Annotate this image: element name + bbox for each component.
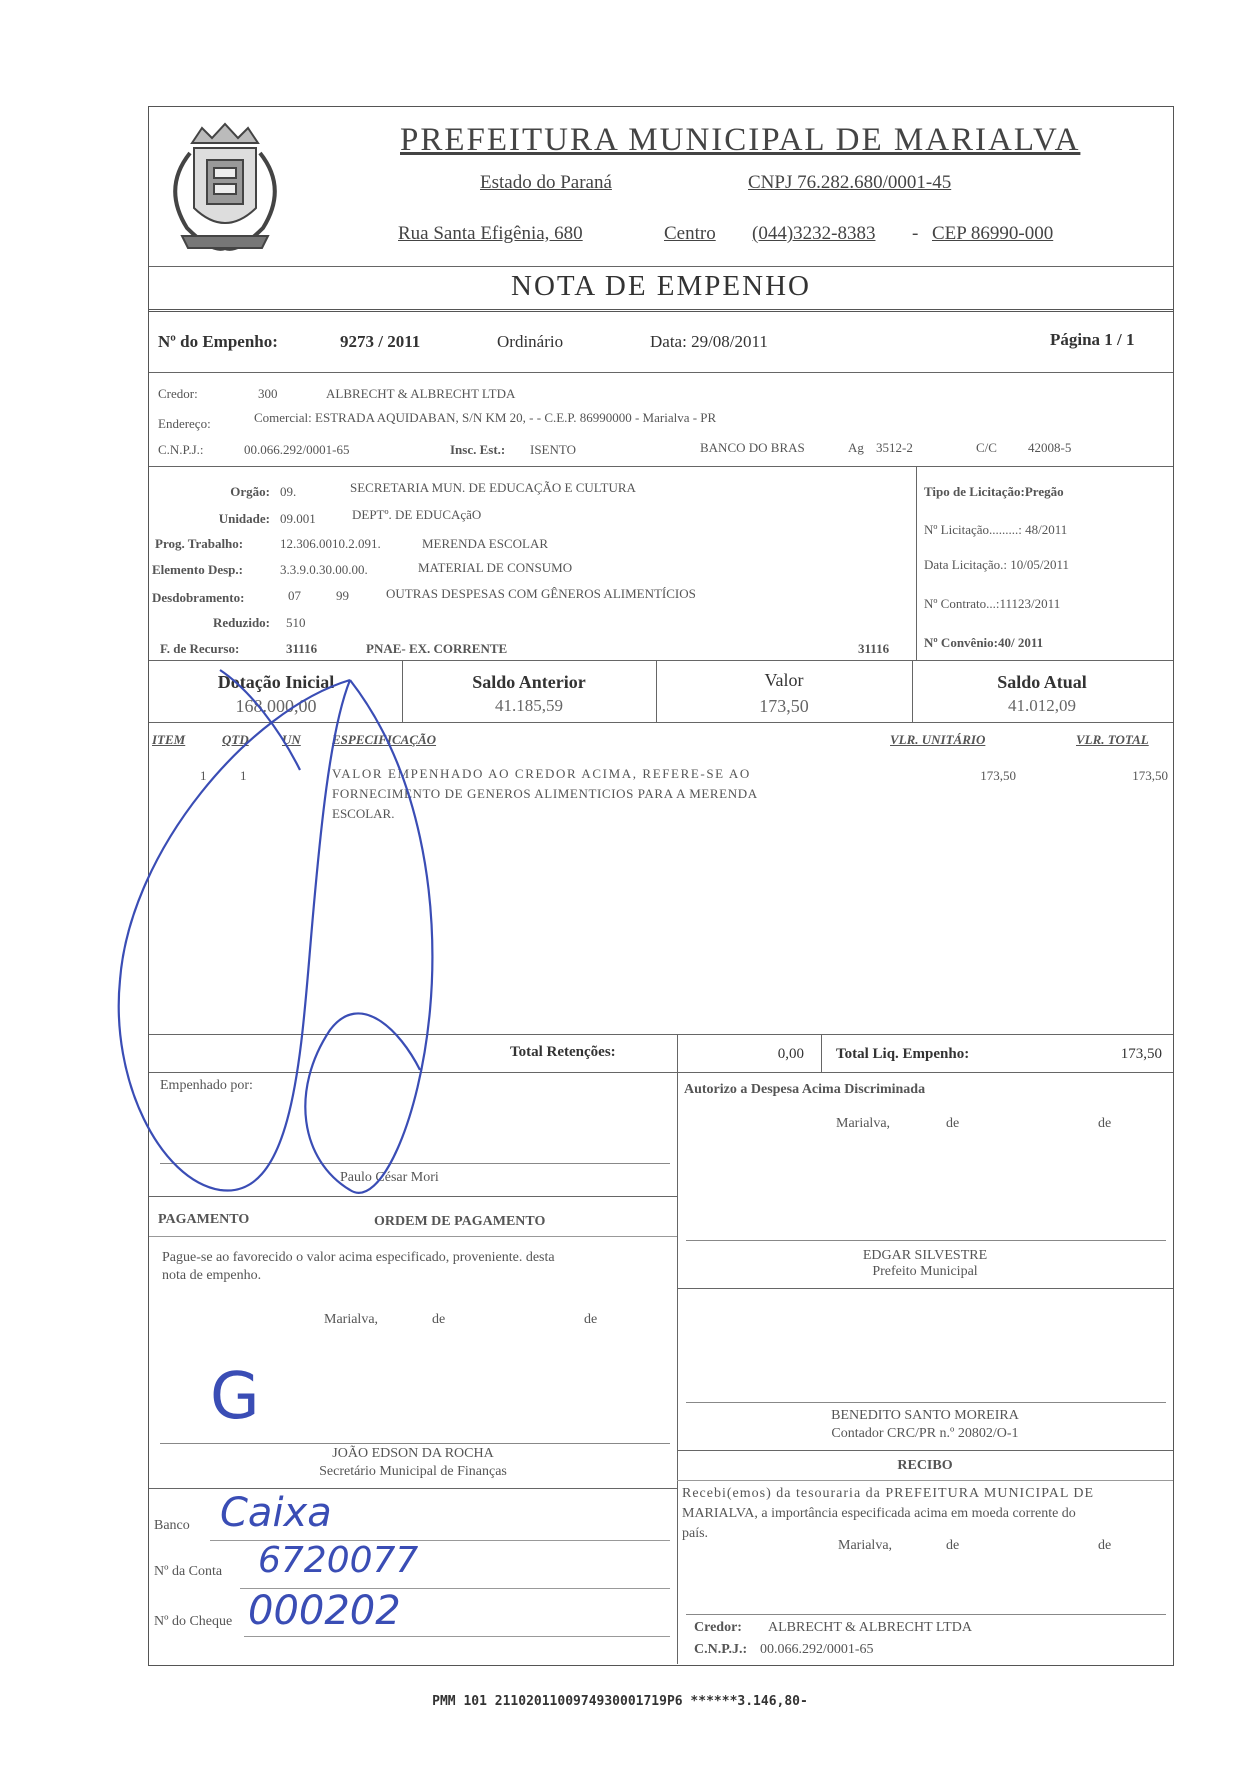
empenho-type: Ordinário — [497, 332, 564, 351]
reduzido-label: Reduzido: — [212, 615, 270, 630]
empenho-number: 9273 / 2011 — [340, 332, 421, 351]
unidade-label: Unidade: — [218, 511, 270, 526]
autorizo-de1: de — [946, 1116, 960, 1131]
conta-label: Nº da Conta — [154, 1564, 223, 1579]
autorizo-label: Autorizo a Despesa Acima Discriminada — [684, 1082, 926, 1097]
total-retencoes-label: Total Retenções: — [510, 1044, 616, 1060]
bank-name: BANCO DO BRAS — [700, 440, 805, 455]
item-desc-line2: FORNECIMENTO DE GENEROS ALIMENTICIOS PARA A MERENDA — [332, 786, 758, 801]
municipality-title: PREFEITURA MUNICIPAL DE MARIALVA — [400, 122, 1081, 158]
recibo-de1: de — [946, 1538, 960, 1553]
coat-of-arms-logo — [152, 118, 298, 264]
desdobramento-code2: 99 — [336, 588, 349, 603]
ag-value: 3512-2 — [876, 440, 913, 455]
saldo-anterior-value: 41.185,59 — [495, 696, 563, 715]
banco-label: Banco — [154, 1518, 190, 1533]
pagamento-text-line1: Pague-se ao favorecido o valor acima especificado, proveniente. desta — [162, 1250, 555, 1265]
secretary-name: JOÃO EDSON DA ROCHA — [332, 1446, 494, 1461]
cep: CEP 86990-000 — [932, 223, 1054, 244]
recurso-code-right: 31116 — [858, 641, 890, 656]
empenhado-name: Paulo César Mori — [340, 1170, 439, 1185]
col-vlr-total: VLR. TOTAL — [1076, 732, 1149, 747]
credor-cnpj: 00.066.292/0001-65 — [244, 442, 350, 457]
col-un: UN — [282, 732, 301, 747]
item-desc-line1: VALOR EMPENHADO AO CREDOR ACIMA, REFERE-SE AO — [332, 766, 751, 781]
contador-role: Contador CRC/PR n.º 20802/O-1 — [831, 1426, 1019, 1441]
phone: (044)3232-8383 — [752, 223, 876, 244]
insc-value: ISENTO — [530, 442, 576, 457]
reduzido-value: 510 — [286, 615, 306, 630]
hyphen: - — [912, 223, 919, 244]
pagamento-text-line2: nota de empenho. — [162, 1268, 262, 1283]
recibo-text-line3: país. — [682, 1526, 709, 1541]
credor-label: Credor: — [158, 386, 198, 401]
empenhado-label: Empenhado por: — [160, 1078, 253, 1093]
unidade-name: DEPTº. DE EDUCAçãO — [352, 507, 482, 522]
recurso-code: 31116 — [286, 641, 318, 656]
pagamento-de2: de — [584, 1312, 598, 1327]
recurso-name: PNAE- EX. CORRENTE — [366, 641, 508, 656]
mayor-name: EDGAR SILVESTRE — [862, 1248, 988, 1263]
item-unit-value: 173,50 — [980, 768, 1016, 783]
desdobramento-name: OUTRAS DESPESAS COM GÊNEROS ALIMENTÍCIOS — [386, 586, 696, 601]
pagamento-de1: de — [432, 1312, 446, 1327]
saldo-atual-label: Saldo Atual — [997, 672, 1087, 692]
total-retencoes-value: 0,00 — [777, 1046, 804, 1062]
secretary-role: Secretário Municipal de Finanças — [319, 1464, 507, 1479]
cheque-label: Nº do Cheque — [154, 1614, 233, 1629]
recibo-credor-label: Credor: — [694, 1620, 742, 1635]
desdobramento-label: Desdobramento: — [152, 590, 245, 605]
mayor-role: Prefeito Municipal — [872, 1264, 978, 1279]
valor-label: Valor — [764, 670, 804, 690]
numero-contrato: Nº Contrato...:11123/2011 — [924, 596, 1061, 611]
credor-name: ALBRECHT & ALBRECHT LTDA — [326, 386, 516, 401]
recibo-label: RECIBO — [897, 1458, 953, 1473]
cnpj-header: CNPJ 76.282.680/0001-45 — [748, 172, 952, 193]
numero-licitacao: Nº Licitação.........: 48/2011 — [924, 522, 1068, 537]
document-title: NOTA DE EMPENHO — [511, 270, 811, 302]
dotacao-label: Dotação Inicial — [217, 672, 335, 692]
insc-label: Insc. Est.: — [450, 442, 506, 457]
item-qtd: 1 — [240, 768, 247, 783]
conta-handwritten: 6720077 — [258, 1540, 419, 1581]
banco-handwritten: Caixa — [220, 1490, 332, 1536]
credor-address: Comercial: ESTRADA AQUIDABAN, S/N KM 20, - - C.E.P. 86990000 - Marialva - PR — [254, 410, 717, 425]
orgao-label: Orgão: — [230, 484, 270, 499]
orgao-code: 09. — [280, 484, 297, 499]
ordem-pagamento-label: ORDEM DE PAGAMENTO — [374, 1214, 546, 1229]
prog-code: 12.306.0010.2.091. — [280, 536, 381, 551]
cc-value: 42008-5 — [1028, 440, 1072, 455]
recibo-de2: de — [1098, 1538, 1112, 1553]
pagamento-label: PAGAMENTO — [158, 1212, 250, 1227]
item-total-value: 173,50 — [1132, 768, 1168, 783]
ag-label: Ag — [848, 440, 864, 455]
recibo-city: Marialva, — [838, 1538, 893, 1553]
col-item: ITEM — [152, 732, 186, 747]
elemento-code: 3.3.9.0.30.00.00. — [280, 562, 368, 577]
recurso-label: F. de Recurso: — [160, 641, 240, 656]
recibo-cnpj-value: 00.066.292/0001-65 — [760, 1642, 874, 1657]
page-number: Página 1 / 1 — [1050, 330, 1135, 349]
dotacao-value: 168.000,00 — [235, 696, 317, 716]
item-desc-line3: ESCOLAR. — [332, 806, 395, 821]
item-number: 1 — [200, 768, 207, 783]
saldo-anterior-label: Saldo Anterior — [472, 672, 586, 692]
handwritten-initial: G — [210, 1360, 260, 1434]
state-name: Estado do Paraná — [480, 172, 612, 193]
saldo-atual-value: 41.012,09 — [1008, 696, 1076, 715]
pagamento-city: Marialva, — [324, 1312, 379, 1327]
prog-label: Prog. Trabalho: — [155, 536, 244, 551]
recibo-cnpj-label: C.N.P.J.: — [694, 1642, 748, 1657]
autorizo-de2: de — [1098, 1116, 1112, 1131]
total-liq-label: Total Liq. Empenho: — [836, 1046, 970, 1062]
orgao-name: SECRETARIA MUN. DE EDUCAÇÃO E CULTURA — [350, 480, 636, 495]
elemento-name: MATERIAL DE CONSUMO — [418, 560, 573, 575]
elemento-label: Elemento Desp.: — [152, 562, 243, 577]
contador-name: BENEDITO SANTO MOREIRA — [831, 1408, 1019, 1423]
data-licitacao: Data Licitação.: 10/05/2011 — [924, 557, 1069, 572]
prog-name: MERENDA ESCOLAR — [422, 536, 549, 551]
empenho-date: Data: 29/08/2011 — [650, 332, 768, 351]
district: Centro — [664, 223, 716, 244]
desdobramento-code1: 07 — [288, 588, 301, 603]
unidade-code: 09.001 — [280, 511, 316, 526]
credor-code: 300 — [258, 386, 278, 401]
valor-value: 173,50 — [759, 696, 809, 716]
footer-code: PMM 101 2110201100974930001719P6 ******3.146,80- — [432, 1694, 808, 1709]
numero-convenio: Nº Convênio:40/ 2011 — [924, 635, 1044, 650]
endereco-label: Endereço: — [158, 416, 211, 431]
recibo-text-line1: Recebi(emos) da tesouraria da PREFEITURA MUNICIPAL DE — [682, 1486, 1095, 1501]
col-vlr-unitario: VLR. UNITÁRIO — [890, 732, 986, 747]
tipo-licitacao: Tipo de Licitação:Pregão — [924, 484, 1064, 499]
col-especificacao: ESPECIFICAÇÃO — [332, 732, 437, 747]
cc-label: C/C — [976, 440, 997, 455]
cheque-handwritten: 000202 — [248, 1588, 401, 1634]
autorizo-city: Marialva, — [836, 1116, 891, 1131]
recibo-credor-name: ALBRECHT & ALBRECHT LTDA — [768, 1620, 972, 1635]
street-address: Rua Santa Efigênia, 680 — [398, 223, 583, 244]
recibo-text-line2: MARIALVA, a importância especificada acima em moeda corrente do — [682, 1506, 1076, 1521]
empenho-label: Nº do Empenho: — [158, 332, 278, 351]
total-liq-value: 173,50 — [1120, 1046, 1162, 1062]
col-qtd: QTD — [222, 732, 249, 747]
cnpj-label: C.N.P.J.: — [158, 442, 204, 457]
